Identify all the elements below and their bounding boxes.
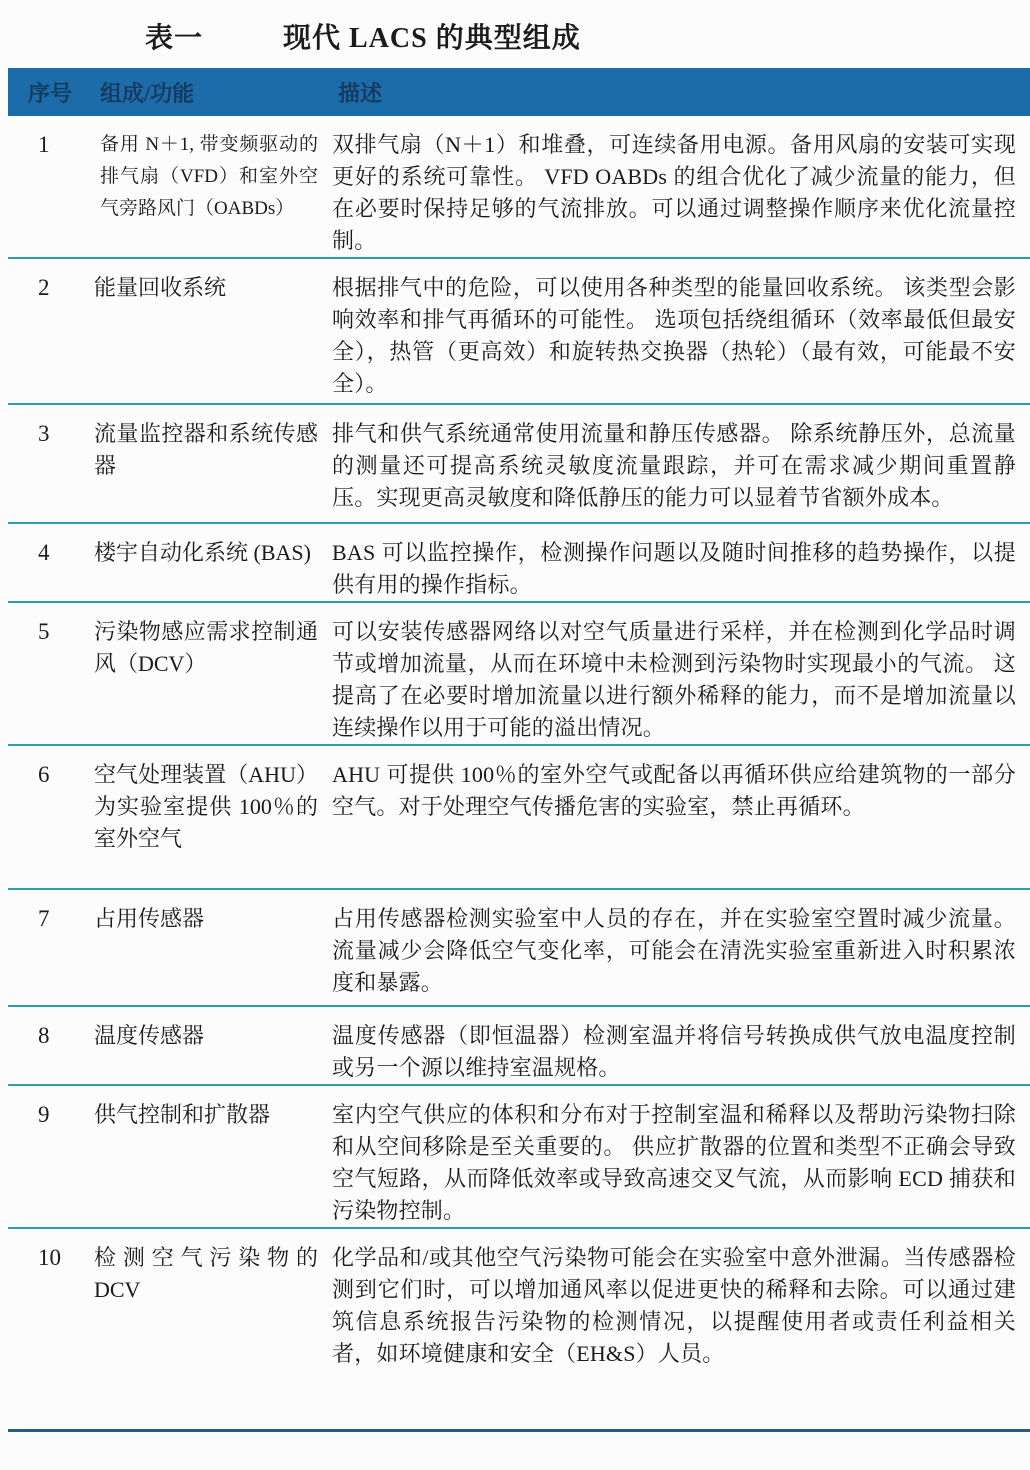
row-function: 流量监控器和系统传感器 — [94, 421, 318, 478]
row-function: 备用 N＋1, 带变频驱动的排气扇（VFD）和室外空气旁路风门（OABDs） — [100, 134, 318, 219]
table-row — [8, 524, 1030, 603]
table-row — [8, 890, 1030, 1007]
table-caption-label: 表一 — [145, 23, 204, 54]
row-description: 温度传感器（即恒温器）检测室温并将信号转换成供气放电温度控制或另一个源以维持室温规格。 — [332, 1023, 1016, 1080]
table-row — [8, 259, 1030, 405]
row-function: 检测空气污染物的 DCV — [94, 1245, 318, 1302]
table-caption — [0, 0, 1030, 68]
row-description: 室内空气供应的体积和分布对于控制室温和稀释以及帮助污染物扫除和从空间移除是至关重要的。 供应扩散器的位置和类型不正确会导致空气短路，从而降低效率或导致高速交叉气流，从而影响 ECD 捕获和污染物控制。 — [332, 1102, 1016, 1223]
row-description: AHU 可提供 100％的室外空气或配备以再循环供应给建筑物的一部分空气。对于处理空气传播危害的实验室，禁止再循环。 — [332, 762, 1016, 819]
column-header-num: 序号 — [28, 80, 73, 106]
row-function: 能量回收系统 — [94, 275, 227, 300]
row-number: 6 — [38, 762, 50, 787]
table-body — [8, 116, 1030, 1432]
row-number: 2 — [38, 275, 50, 300]
row-description: 化学品和/或其他空气污染物可能会在实验室中意外泄漏。当传感器检测到它们时，可以增加通风率以促进更快的稀释和去除。可以通过建筑信息系统报告污染物的检测情况，以提醒使用者或责任利益相关者，如环境健康和安全（EH&S）人员。 — [332, 1245, 1016, 1366]
table-row — [8, 1229, 1030, 1432]
column-header-function: 组成/功能 — [100, 80, 195, 106]
table-row — [8, 603, 1030, 746]
column-header-description: 描述 — [338, 80, 383, 106]
row-number: 9 — [38, 1102, 50, 1127]
row-number: 1 — [38, 132, 50, 157]
row-function: 占用传感器 — [94, 906, 205, 931]
table-row — [8, 405, 1030, 524]
row-description: BAS 可以监控操作，检测操作问题以及随时间推移的趋势操作，以提供有用的操作指标。 — [332, 540, 1016, 597]
row-number: 5 — [38, 619, 50, 644]
table-row — [8, 1007, 1030, 1086]
row-function: 空气处理装置（AHU）为实验室提供 100％的室外空气 — [94, 762, 318, 851]
row-number: 8 — [38, 1023, 50, 1048]
page-title: 现代 LACS 的典型组成 — [283, 23, 581, 54]
table-row — [8, 116, 1030, 259]
row-function: 污染物感应需求控制通风（DCV） — [94, 619, 318, 676]
row-description: 根据排气中的危险，可以使用各种类型的能量回收系统。 该类型会影响效率和排气再循环的可能性。 选项包括绕组循环（效率最低但最安全），热管（更高效）和旋转热交换器（热轮）（最有效，可能最不安全）。 — [332, 275, 1016, 396]
row-description: 排气和供气系统通常使用流量和静压传感器。 除系统静压外，总流量的测量还可提高系统灵敏度流量跟踪，并可在需求减少期间重置静压。实现更高灵敏度和降低静压的能力可以显着节省额外成本。 — [332, 421, 1016, 510]
table-header-row — [8, 68, 1030, 116]
table-row — [8, 746, 1030, 890]
row-function: 楼宇自动化系统 (BAS) — [94, 540, 311, 565]
row-description: 可以安装传感器网络以对空气质量进行采样，并在检测到化学品时调节或增加流量，从而在环境中未检测到污染物时实现最小的气流。 这提高了在必要时增加流量以进行额外稀释的能力，而不是增加流量以连续操作以用于可能的溢出情况。 — [332, 619, 1016, 740]
table-row — [8, 1086, 1030, 1229]
row-number: 7 — [38, 906, 50, 931]
row-number: 4 — [38, 540, 50, 565]
row-description: 双排气扇（N＋1）和堆叠，可连续备用电源。备用风扇的安装可实现更好的系统可靠性。 VFD OABDs 的组合优化了减少流量的能力，但在必要时保持足够的气流排放。可以通过调整操作顺序来优化流量控制。 — [332, 132, 1016, 253]
row-function: 供气控制和扩散器 — [94, 1102, 271, 1127]
row-number: 3 — [38, 421, 50, 446]
row-description: 占用传感器检测实验室中人员的存在，并在实验室空置时减少流量。流量减少会降低空气变化率，可能会在清洗实验室重新进入时积累浓度和暴露。 — [332, 906, 1016, 995]
row-function: 温度传感器 — [94, 1023, 205, 1048]
row-number: 10 — [38, 1245, 61, 1270]
